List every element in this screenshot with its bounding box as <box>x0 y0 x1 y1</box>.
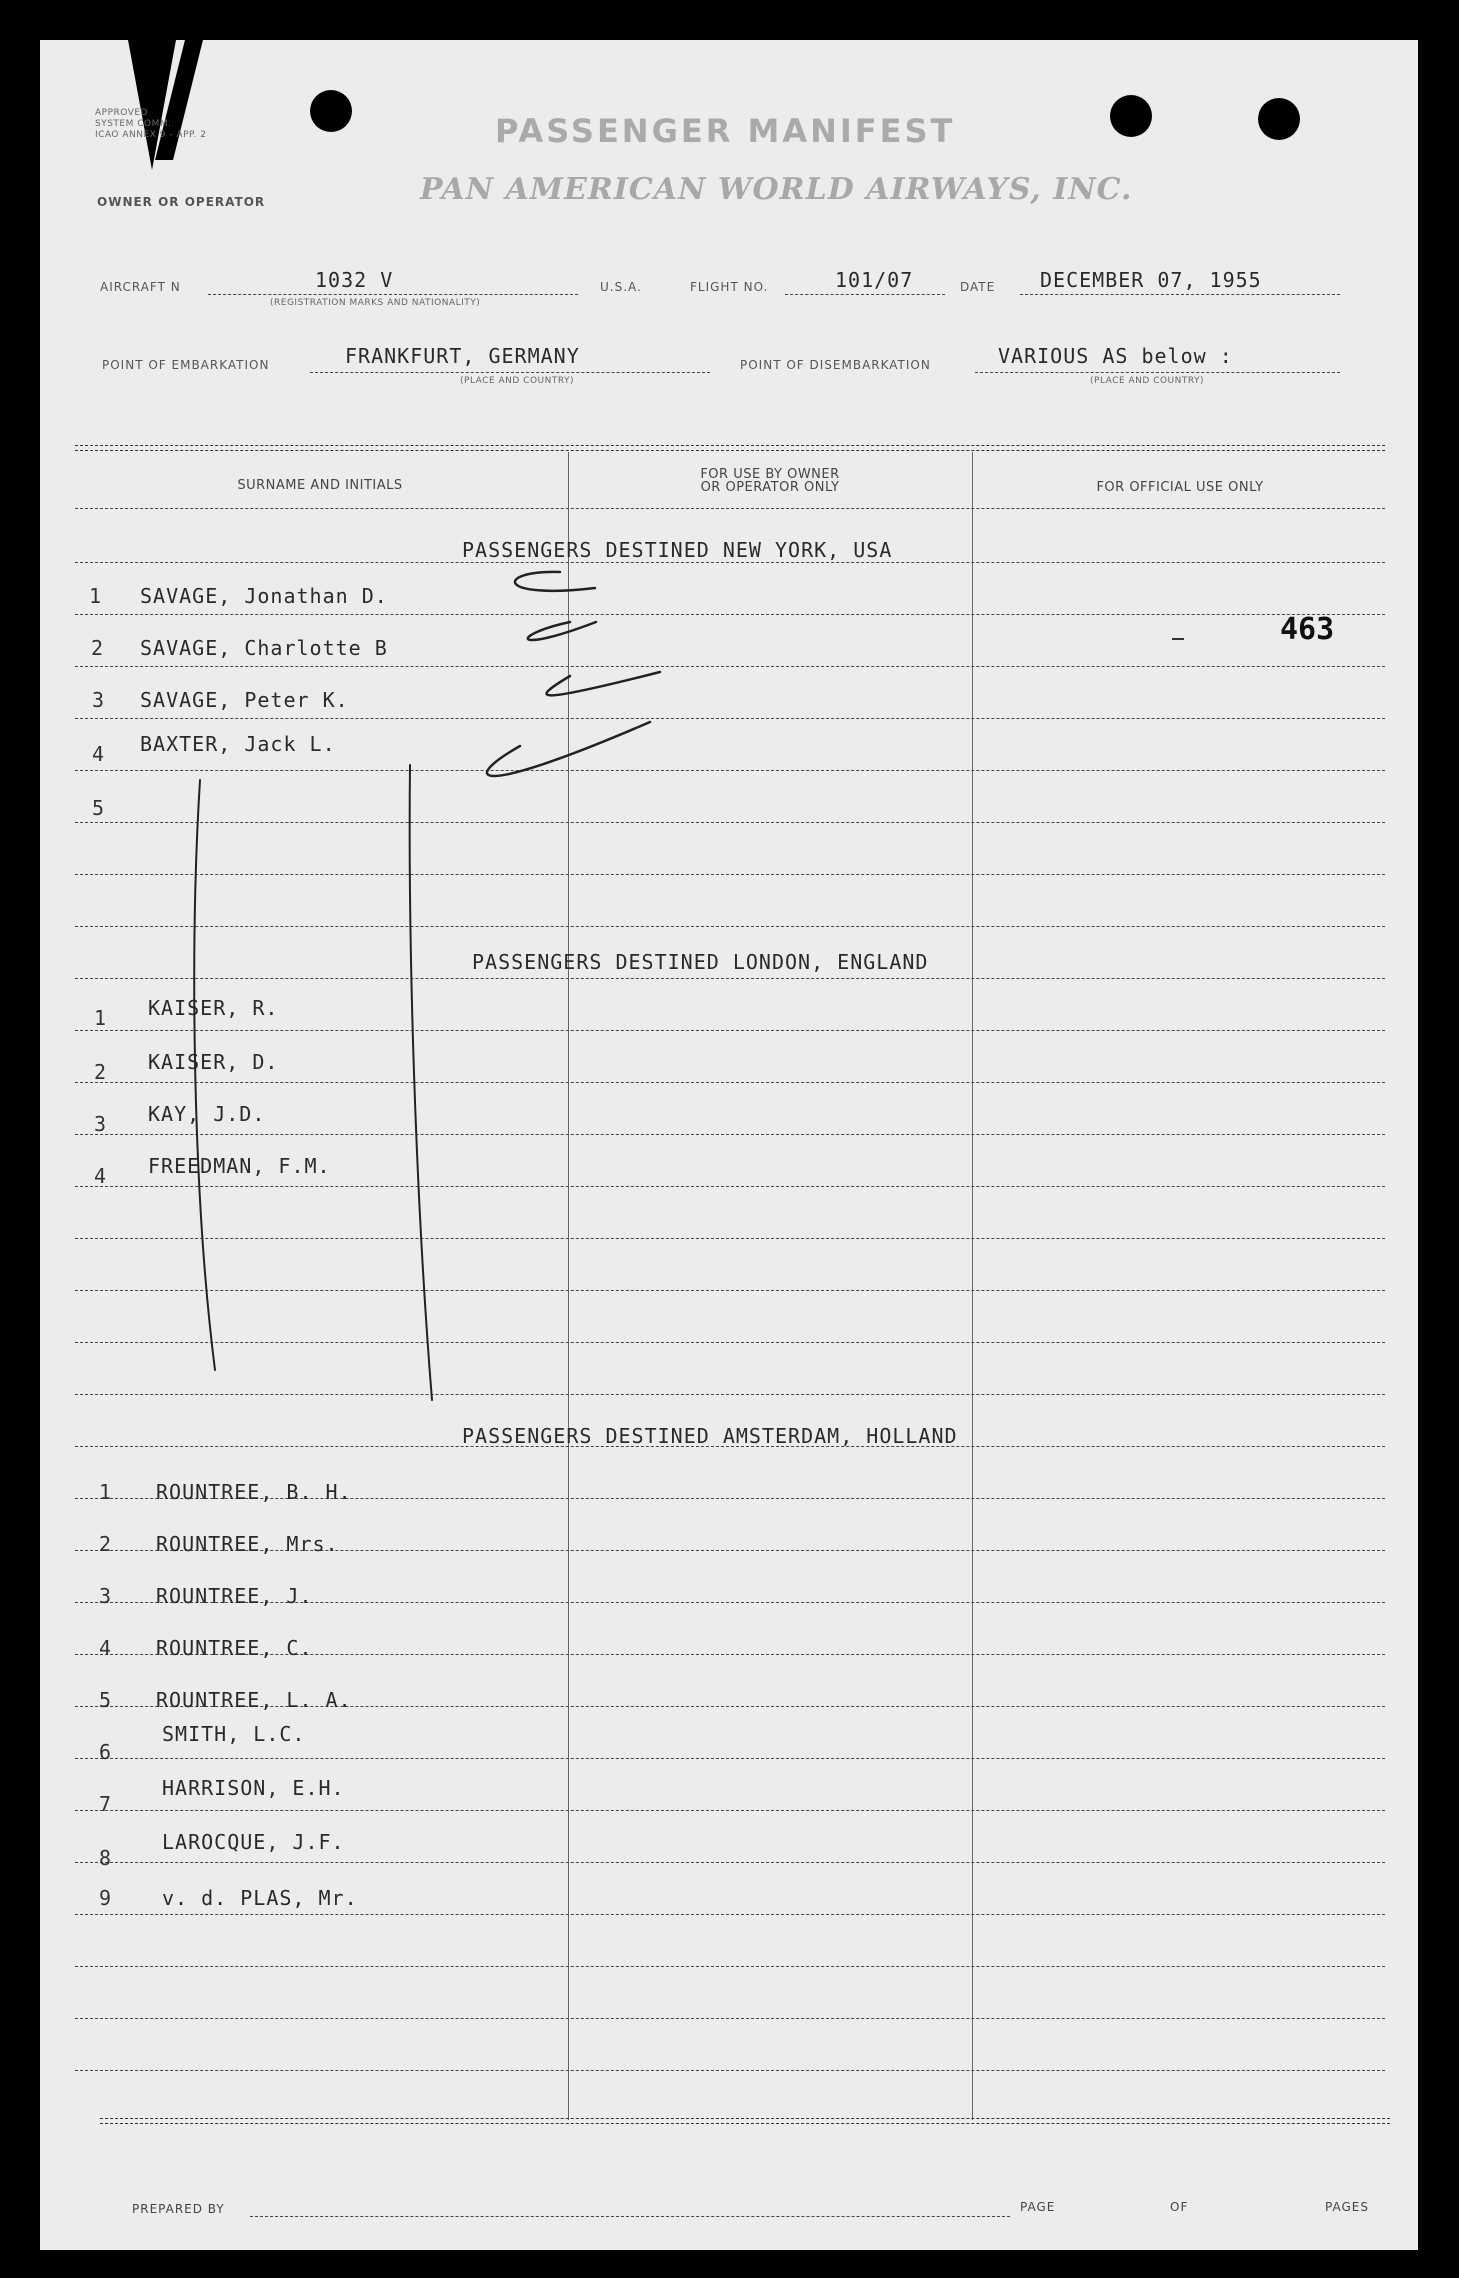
row-number: 4 <box>98 1636 112 1660</box>
group-heading: PASSENGERS DESTINED AMSTERDAM, HOLLAND <box>462 1424 958 1448</box>
embarkation-label: POINT OF EMBARKATION <box>102 358 270 372</box>
group-heading: PASSENGERS DESTINED NEW YORK, USA <box>462 538 893 562</box>
date-value: DECEMBER 07, 1955 <box>1040 268 1262 292</box>
aircraft-value: 1032 V <box>315 268 394 292</box>
manifest-sheet <box>40 40 1418 2250</box>
row-number: 7 <box>98 1792 112 1816</box>
of-label: OF <box>1170 2200 1189 2214</box>
page-label: PAGE <box>1020 2200 1056 2214</box>
airline-name: PAN AMERICAN WORLD AIRWAYS, INC. <box>420 172 1133 207</box>
row-number: 4 <box>91 742 105 766</box>
passenger-name: LAROCQUE, J.F. <box>162 1830 345 1854</box>
aircraft-label: AIRCRAFT N <box>100 280 181 294</box>
passenger-name: SAVAGE, Charlotte B <box>140 636 388 660</box>
approval-line: APPROVED <box>95 108 148 118</box>
passenger-name: ROUNTREE, B. H. <box>156 1480 352 1504</box>
check-mark <box>515 572 595 591</box>
check-mark <box>547 672 660 695</box>
row-number: 6 <box>98 1740 112 1764</box>
passenger-name: ROUNTREE, C. <box>156 1636 313 1660</box>
owner-header-line: OR OPERATOR ONLY <box>700 480 840 495</box>
column-header-official: FOR OFFICIAL USE ONLY <box>1096 480 1264 495</box>
passenger-name: KAY, J.D. <box>148 1102 266 1126</box>
row-number: 1 <box>93 1006 107 1030</box>
pages-label: PAGES <box>1325 2200 1369 2214</box>
passenger-name: ROUNTREE, L. A. <box>156 1688 352 1712</box>
disembarkation-caption: (PLACE AND COUNTRY) <box>1090 376 1205 386</box>
disembarkation-label: POINT OF DISEMBARKATION <box>740 358 931 372</box>
passenger-name: KAISER, R. <box>148 996 279 1020</box>
prepared-by-underline <box>250 2216 1010 2217</box>
row-number: 1 <box>98 1480 112 1504</box>
passenger-name: FREEDMAN, F.M. <box>148 1154 331 1178</box>
bracket-line <box>410 765 432 1400</box>
check-mark <box>487 722 650 776</box>
row-number: 2 <box>93 1060 107 1084</box>
row-number: 3 <box>91 688 105 712</box>
check-mark <box>528 622 596 640</box>
passenger-name: ROUNTREE, J. <box>156 1584 313 1608</box>
passenger-name: HARRISON, E.H. <box>162 1776 345 1800</box>
passenger-name: SAVAGE, Peter K. <box>140 688 349 712</box>
approval-line: ICAO ANNEX 9 - APP. 2 <box>95 130 207 140</box>
passenger-name: ROUNTREE, Mrs. <box>156 1532 339 1556</box>
row-number: 9 <box>98 1886 112 1910</box>
row-number: 5 <box>91 796 105 820</box>
flight-label: FLIGHT NO. <box>690 280 769 294</box>
bracket-line <box>194 780 215 1370</box>
row-number: 8 <box>98 1846 112 1870</box>
owner-header-line: FOR USE BY OWNER <box>700 467 840 482</box>
embarkation-value: FRANKFURT, GERMANY <box>345 344 580 368</box>
row-number: 2 <box>98 1532 112 1556</box>
embarkation-caption: (PLACE AND COUNTRY) <box>460 376 575 386</box>
passenger-name: SAVAGE, Jonathan D. <box>140 584 388 608</box>
passenger-name: KAISER, D. <box>148 1050 279 1074</box>
approval-line: SYSTEM COMM. <box>95 119 172 129</box>
row-number: 3 <box>93 1112 107 1136</box>
row-number: 1 <box>88 584 102 608</box>
page-title: PASSENGER MANIFEST <box>495 112 956 150</box>
passenger-name: BAXTER, Jack L. <box>140 732 336 756</box>
registration-caption: (REGISTRATION MARKS AND NATIONALITY) <box>270 298 481 308</box>
column-header-surname: SURNAME AND INITIALS <box>237 478 403 493</box>
row-number: 4 <box>93 1164 107 1188</box>
owner-label: OWNER OR OPERATOR <box>97 195 266 209</box>
disembarkation-value: VARIOUS AS below : <box>998 344 1233 368</box>
group-heading: PASSENGERS DESTINED LONDON, ENGLAND <box>472 950 929 974</box>
usa-label: U.S.A. <box>600 280 642 294</box>
passenger-name: SMITH, L.C. <box>162 1722 306 1746</box>
passenger-name: v. d. PLAS, Mr. <box>162 1886 358 1910</box>
handwritten-marks <box>40 40 1418 2250</box>
date-label: DATE <box>960 280 996 294</box>
flight-value: 101/07 <box>835 268 914 292</box>
official-note: 463 <box>1280 612 1335 647</box>
row-number: 5 <box>98 1688 112 1712</box>
row-number: 2 <box>90 636 104 660</box>
row-number: 3 <box>98 1584 112 1608</box>
prepared-by-label: PREPARED BY <box>132 2202 225 2216</box>
